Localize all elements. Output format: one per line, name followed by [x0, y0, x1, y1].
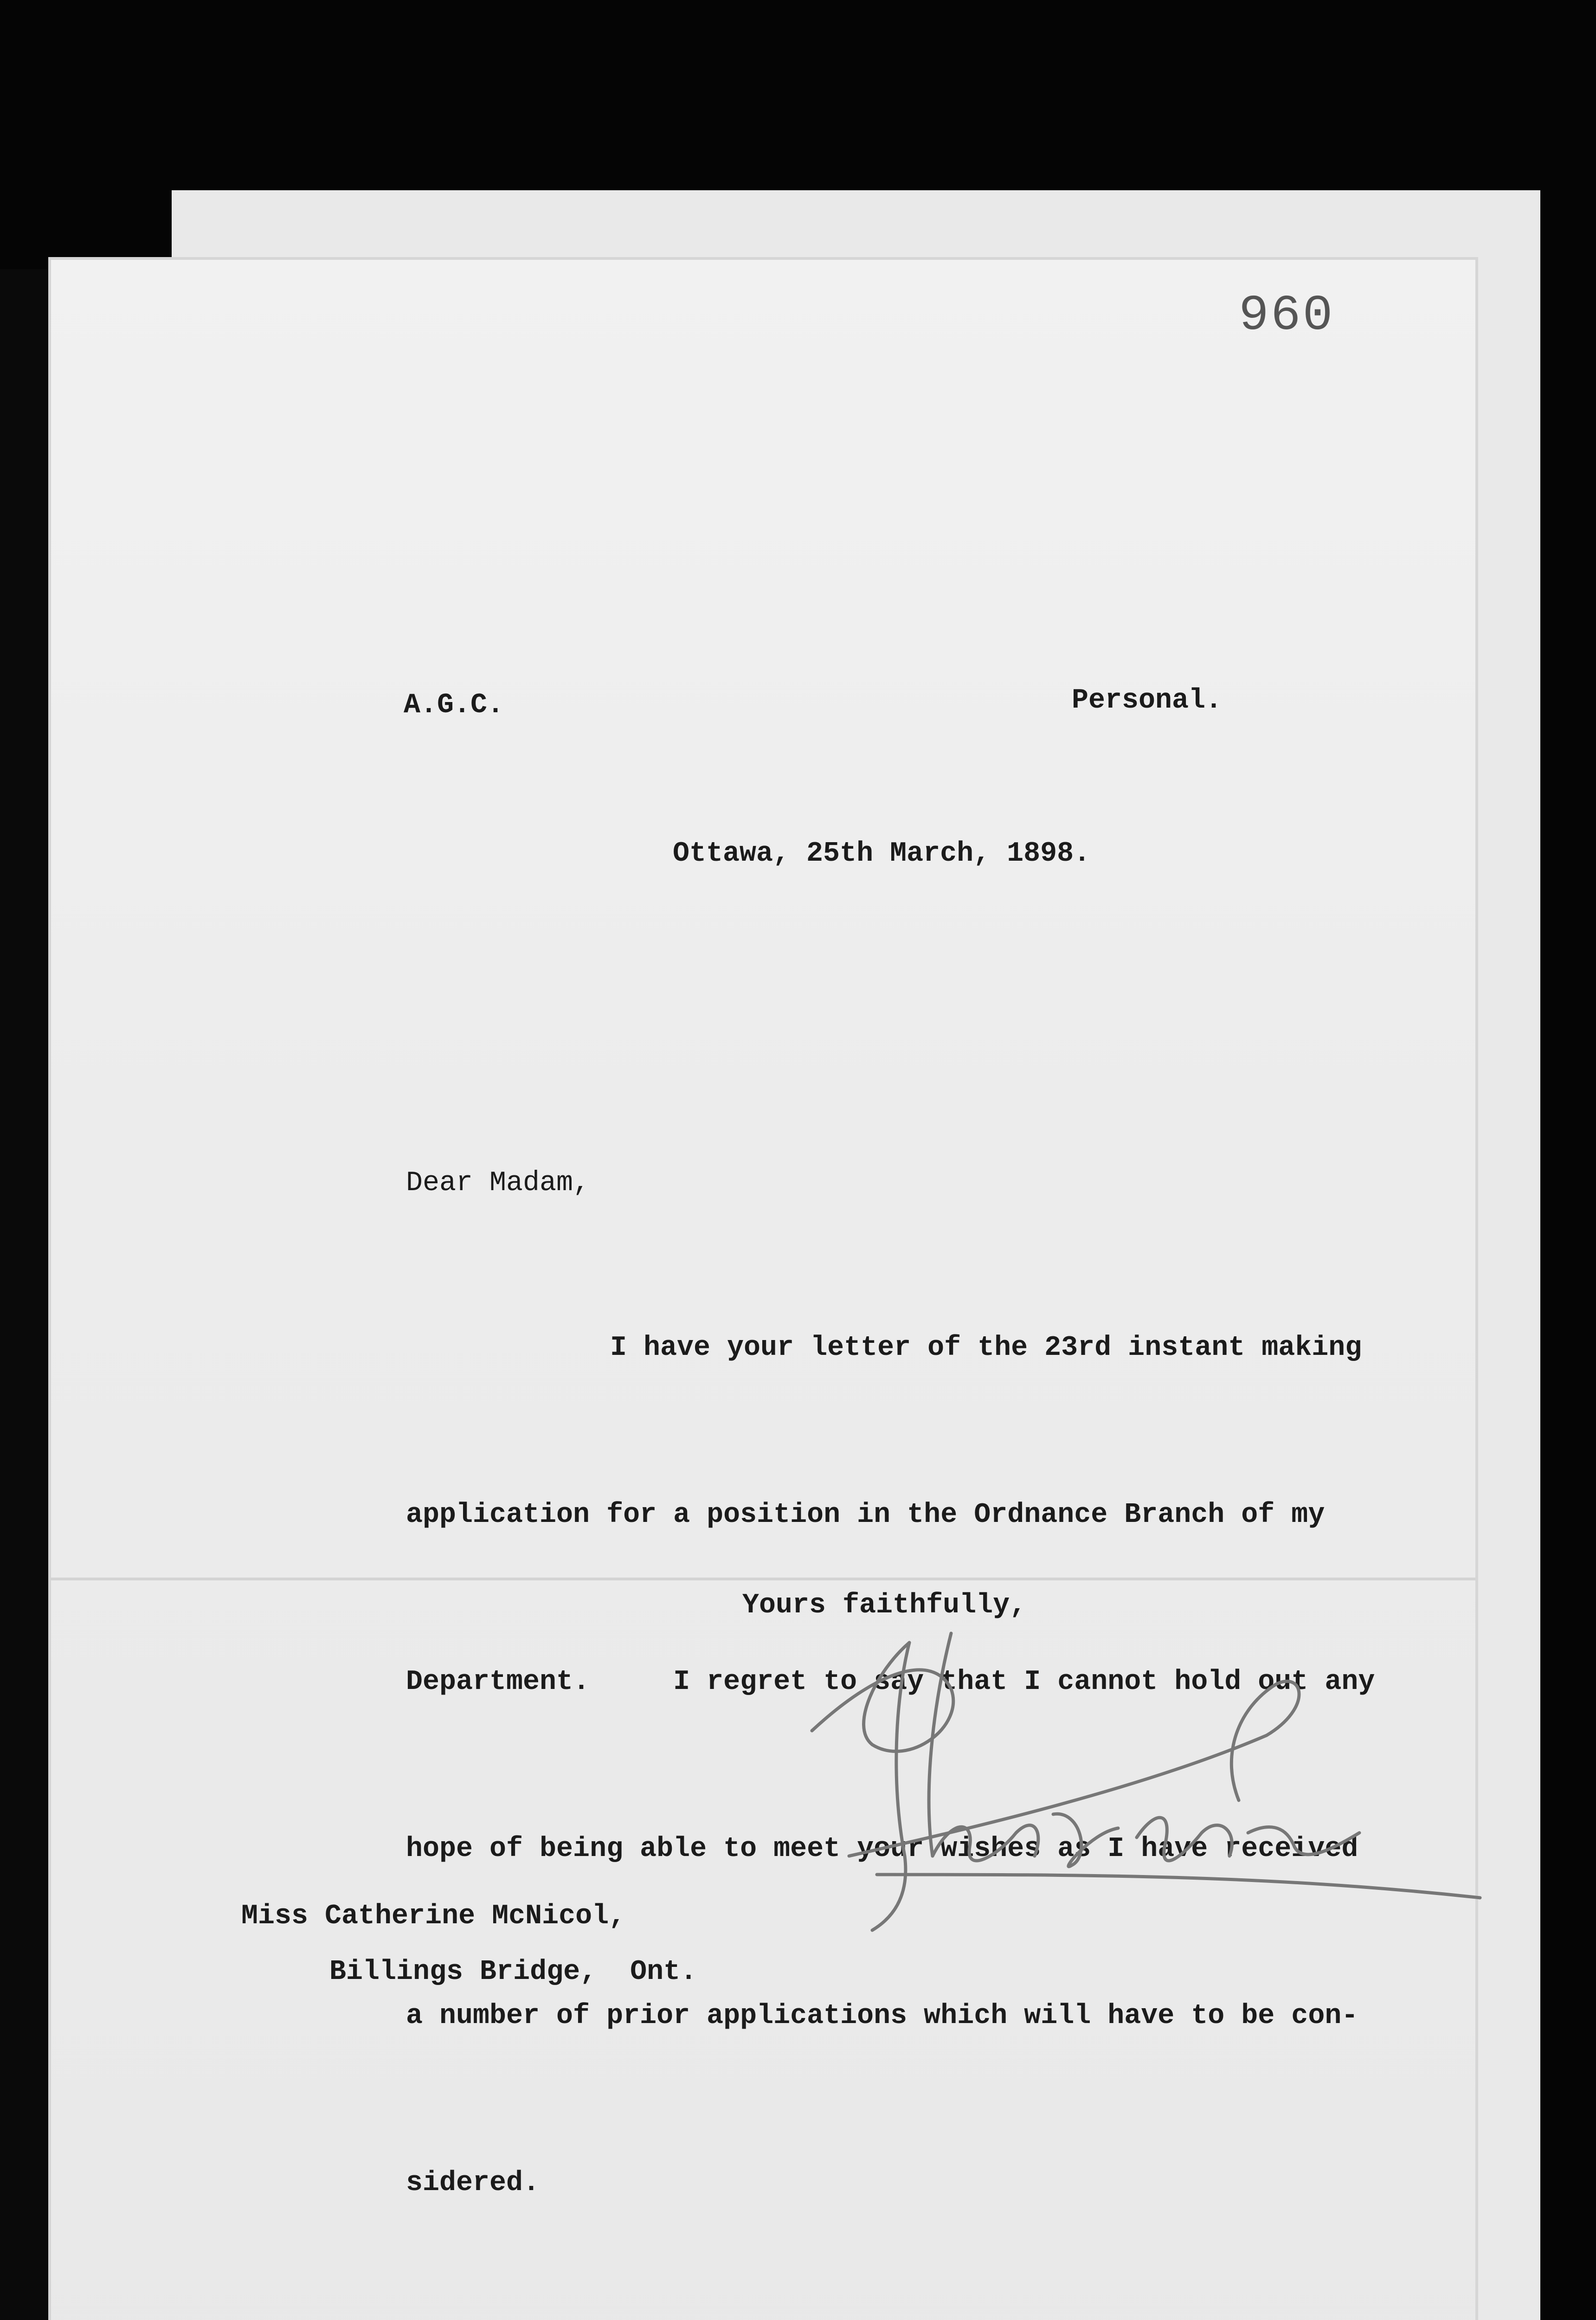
letter-page	[51, 260, 1475, 2320]
closing: Yours faithfully,	[742, 1590, 1027, 1621]
body-line: a number of prior applications which will have to be con-	[406, 2000, 1358, 2032]
dateline: Ottawa, 25th March, 1898.	[673, 838, 1091, 870]
classification-label: Personal.	[1072, 685, 1223, 716]
salutation: Dear Madam,	[406, 1167, 590, 1199]
body-line: Department. I regret to say that I cannot hold out any	[406, 1666, 1375, 1698]
addressee-address: Billings Bridge, Ont.	[329, 1956, 697, 1988]
reference-code: A.G.C.	[404, 690, 504, 721]
body-line: sidered.	[406, 2167, 540, 2199]
body-line: I have your letter of the 23rd instant making	[610, 1332, 1362, 1364]
body-line: hope of being able to meet your wishes as I have received	[406, 1833, 1358, 1865]
page-number: 960	[1239, 288, 1335, 344]
body-line: application for a position in the Ordnance Branch of my	[406, 1499, 1325, 1531]
signature	[756, 1615, 1499, 1940]
addressee-name: Miss Catherine McNicol,	[241, 1901, 626, 1932]
